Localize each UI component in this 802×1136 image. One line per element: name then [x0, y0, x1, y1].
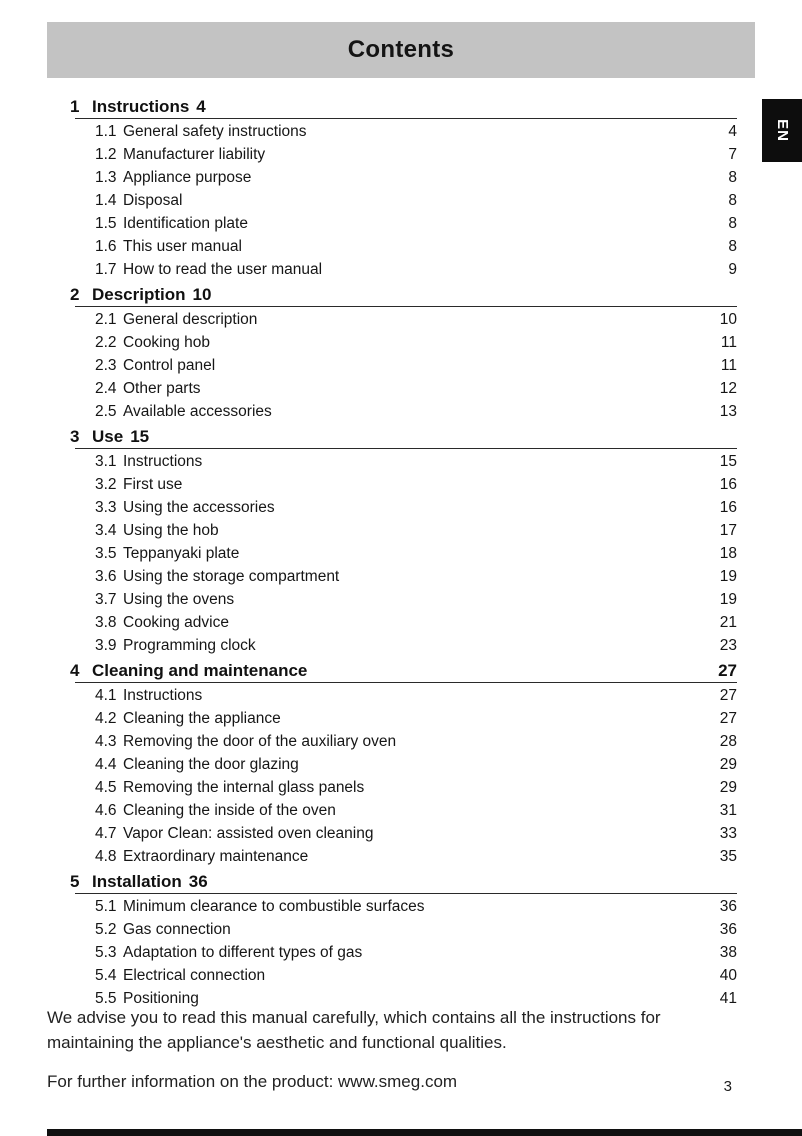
toc-item [70, 565, 737, 588]
item-page: 8 [728, 169, 737, 186]
toc-item [70, 308, 737, 331]
item-number: 4.2 [95, 710, 117, 727]
item-title: Cleaning the inside of the oven [123, 802, 336, 819]
item-page: 29 [719, 779, 737, 796]
section-page: 4 [196, 97, 206, 116]
item-title: Cooking hob [123, 334, 211, 351]
item-title: Adaptation to different types of gas [123, 944, 363, 961]
item-title: Appliance purpose [123, 169, 252, 186]
toc-section-heading [70, 283, 737, 306]
item-page: 41 [719, 990, 737, 1007]
section-page: 15 [130, 427, 150, 446]
toc-item [70, 776, 737, 799]
section-number: 2 [70, 285, 80, 304]
item-title: Using the ovens [123, 591, 235, 608]
item-page: 35 [719, 848, 737, 865]
item-number: 5.1 [95, 898, 117, 915]
bottom-bar [47, 1129, 802, 1136]
item-title: General safety instructions [123, 123, 307, 140]
item-title: Using the hob [123, 522, 219, 539]
item-page: 4 [728, 123, 737, 140]
item-title: Disposal [123, 192, 183, 209]
toc-item [70, 707, 737, 730]
table-of-contents [70, 93, 737, 1010]
toc-item [70, 588, 737, 611]
toc-item [70, 120, 737, 143]
toc-item [70, 941, 737, 964]
toc-item [70, 235, 737, 258]
item-title: Minimum clearance to combustible surfaces [123, 898, 425, 915]
item-title: Available accessories [123, 403, 272, 420]
item-page: 17 [719, 522, 737, 539]
toc-item [70, 845, 737, 868]
toc-item [70, 964, 737, 987]
section-number: 5 [70, 872, 80, 891]
item-number: 5.5 [95, 990, 117, 1007]
item-number: 4.1 [95, 687, 117, 704]
item-number: 3.3 [95, 499, 117, 516]
item-number: 1.6 [95, 238, 117, 255]
item-page: 31 [719, 802, 737, 819]
item-page: 28 [719, 733, 737, 750]
section-title: Instructions [92, 97, 190, 116]
item-title: Programming clock [123, 637, 256, 654]
section-rule [75, 893, 737, 894]
item-number: 5.2 [95, 921, 117, 938]
item-title: Other parts [123, 380, 201, 397]
toc-item [70, 473, 737, 496]
advice-text: We advise you to read this manual carefully, which contains all the instructions for maintaining the appliance's aesthetic and functional qualities. [47, 1008, 661, 1052]
item-page: 16 [719, 499, 737, 516]
section-title: Use [92, 427, 124, 446]
item-number: 5.4 [95, 967, 117, 984]
toc-item [70, 331, 737, 354]
item-title: Positioning [123, 990, 199, 1007]
item-page: 13 [719, 403, 737, 420]
item-title: Removing the door of the auxiliary oven [123, 733, 397, 750]
item-number: 2.5 [95, 403, 117, 420]
item-number: 1.4 [95, 192, 117, 209]
item-title: General description [123, 311, 258, 328]
toc-item [70, 166, 737, 189]
item-page: 36 [719, 921, 737, 938]
page-title: Contents [347, 36, 455, 63]
toc-item [70, 143, 737, 166]
section-number: 4 [70, 661, 80, 680]
section-page: 10 [192, 285, 212, 304]
item-number: 3.8 [95, 614, 117, 631]
contents-header-bar [47, 22, 755, 78]
item-title: Cooking advice [123, 614, 229, 631]
language-tab-label: EN [773, 119, 791, 142]
item-number: 4.7 [95, 825, 117, 842]
item-title: Using the accessories [123, 499, 275, 516]
toc-item [70, 258, 737, 281]
item-title: Electrical connection [123, 967, 266, 984]
section-page: 27 [718, 661, 737, 680]
item-page: 8 [728, 192, 737, 209]
toc-section-heading [70, 659, 737, 682]
item-title: Manufacturer liability [123, 146, 266, 163]
language-tab [762, 99, 802, 162]
item-number: 3.1 [95, 453, 117, 470]
section-number: 1 [70, 97, 80, 116]
item-title: Control panel [123, 357, 216, 374]
item-page: 23 [719, 637, 737, 654]
item-page: 18 [719, 545, 737, 562]
toc-item [70, 400, 737, 423]
toc-item [70, 542, 737, 565]
item-title: First use [123, 476, 183, 493]
toc-item [70, 354, 737, 377]
item-title: Cleaning the appliance [123, 710, 281, 727]
item-page: 11 [720, 334, 737, 351]
item-title: Instructions [123, 453, 203, 470]
toc-item [70, 799, 737, 822]
item-number: 1.3 [95, 169, 117, 186]
item-page: 16 [719, 476, 737, 493]
section-rule [75, 306, 737, 307]
toc-item [70, 684, 737, 707]
toc-item [70, 918, 737, 941]
toc-item [70, 895, 737, 918]
toc-item [70, 377, 737, 400]
toc-section-heading [70, 425, 737, 448]
item-number: 3.9 [95, 637, 117, 654]
toc-item [70, 189, 737, 212]
item-title: How to read the user manual [123, 261, 323, 278]
item-number: 3.7 [95, 591, 117, 608]
toc-item [70, 450, 737, 473]
item-page: 11 [720, 357, 737, 374]
item-number: 3.2 [95, 476, 117, 493]
item-page: 40 [719, 967, 737, 984]
item-number: 4.3 [95, 733, 117, 750]
item-page: 9 [728, 261, 737, 278]
item-page: 10 [719, 311, 737, 328]
item-title: Identification plate [123, 215, 248, 232]
item-number: 5.3 [95, 944, 117, 961]
item-number: 4.8 [95, 848, 117, 865]
item-number: 4.5 [95, 779, 117, 796]
toc-section-heading [70, 95, 737, 118]
item-number: 4.6 [95, 802, 117, 819]
section-title: Cleaning and maintenance [92, 661, 308, 680]
item-number: 2.4 [95, 380, 117, 397]
toc-item [70, 753, 737, 776]
item-page: 33 [719, 825, 737, 842]
further-info-text: For further information on the product: www.smeg.com [47, 1072, 458, 1091]
item-page: 8 [728, 215, 737, 232]
item-title: Removing the internal glass panels [123, 779, 365, 796]
item-page: 38 [719, 944, 737, 961]
item-page: 12 [719, 380, 737, 397]
section-title: Description [92, 285, 186, 304]
toc-item [70, 634, 737, 657]
toc-section-heading [70, 870, 737, 893]
item-title: Using the storage compartment [123, 568, 340, 585]
section-rule [75, 682, 737, 683]
toc-item [70, 496, 737, 519]
item-page: 8 [728, 238, 737, 255]
item-title: Extraordinary maintenance [123, 848, 309, 865]
section-title: Installation [92, 872, 182, 891]
item-page: 29 [719, 756, 737, 773]
item-number: 3.6 [95, 568, 117, 585]
footer-note [47, 1005, 737, 1094]
toc-item [70, 730, 737, 753]
item-page: 7 [728, 146, 737, 163]
item-title: Vapor Clean: assisted oven cleaning [123, 825, 374, 842]
page-number: 3 [723, 1078, 732, 1095]
item-number: 1.2 [95, 146, 117, 163]
item-page: 19 [719, 568, 737, 585]
item-number: 1.7 [95, 261, 117, 278]
item-page: 15 [719, 453, 737, 470]
toc-item [70, 822, 737, 845]
item-page: 36 [719, 898, 737, 915]
item-title: Cleaning the door glazing [123, 756, 299, 773]
item-number: 3.5 [95, 545, 117, 562]
item-number: 2.1 [95, 311, 117, 328]
item-page: 19 [719, 591, 737, 608]
item-page: 21 [719, 614, 737, 631]
item-number: 1.1 [95, 123, 117, 140]
item-number: 2.3 [95, 357, 117, 374]
item-page: 27 [719, 710, 737, 727]
item-title: Teppanyaki plate [123, 545, 240, 562]
item-title: Instructions [123, 687, 203, 704]
section-rule [75, 118, 737, 119]
item-title: This user manual [123, 238, 242, 255]
item-number: 3.4 [95, 522, 117, 539]
toc-item [70, 611, 737, 634]
item-page: 27 [719, 687, 737, 704]
section-page: 36 [188, 872, 208, 891]
item-number: 1.5 [95, 215, 117, 232]
item-number: 2.2 [95, 334, 117, 351]
toc-item [70, 519, 737, 542]
section-rule [75, 448, 737, 449]
toc-item [70, 212, 737, 235]
item-title: Gas connection [123, 921, 231, 938]
item-number: 4.4 [95, 756, 117, 773]
section-number: 3 [70, 427, 80, 446]
